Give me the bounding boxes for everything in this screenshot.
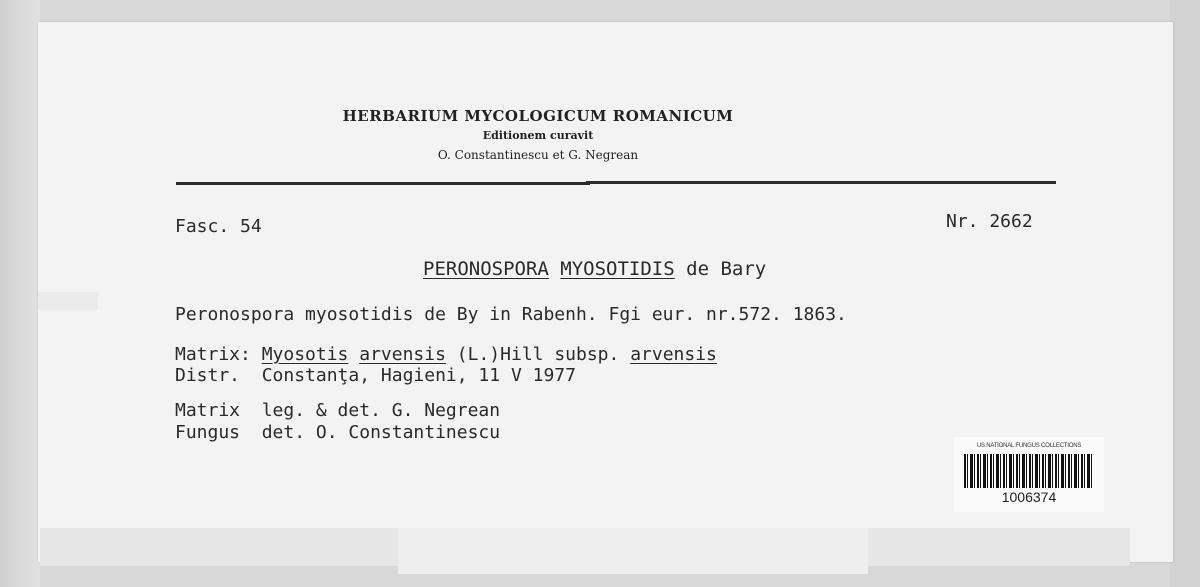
species-epithet: MYOSOTIDIS [560,258,675,280]
barcode-label [954,437,1104,512]
label-header [38,107,1038,162]
header-rule-right [586,181,1056,184]
fungus-determiner: Fungus det. O. Constantinescu [175,422,501,443]
barcode-icon [964,454,1094,488]
barcode-number: 1006374 [1001,489,1057,505]
background-left [0,0,40,587]
matrix-collector: Matrix leg. & det. G. Negrean [175,400,501,421]
citation: Peronospora myosotidis de By in Rabenh. Fgi eur. nr.572. 1863. [175,304,847,325]
species-genus: PERONOSPORA [423,258,549,280]
specimen-number: Nr. 2662 [946,211,1033,232]
host-epithet: arvensis [359,344,446,365]
matrix-host [175,345,717,365]
header-rule-left [176,182,590,185]
fascicle-number: Fasc. 54 [175,216,262,237]
barcode-caption: US NATIONAL FUNGUS COLLECTIONS [976,443,1082,449]
herbarium-label [38,22,1173,562]
background-right [1170,0,1200,587]
herbarium-subtitle: Editionem curavit [482,129,594,142]
herbarium-title: HERBARIUM MYCOLOGICUM ROMANICUM [342,107,734,125]
species-author: de Bary [686,258,767,280]
host-genus: Myosotis [261,344,349,365]
host-subspecies: arvensis [630,344,717,365]
backing-paper-tab [398,528,868,574]
distribution: Distr. Constanţa, Hagieni, 11 V 1977 [175,365,576,386]
herbarium-editors: O. Constantinescu et G. Negrean [437,148,639,162]
label-fold [38,292,98,310]
host-author: (L.)Hill subsp. [456,344,620,365]
species-name [423,259,766,279]
matrix-label: Matrix: [175,344,251,365]
